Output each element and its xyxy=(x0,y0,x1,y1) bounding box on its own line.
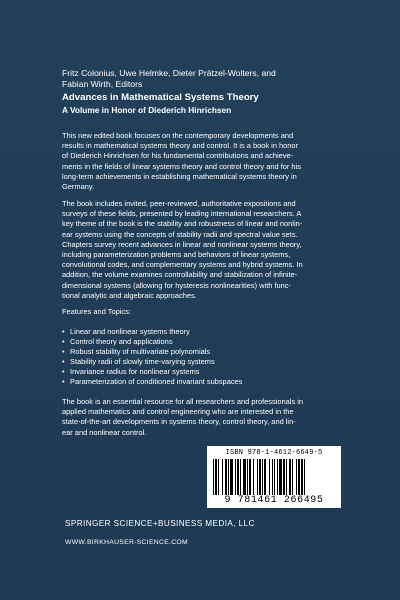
paragraph-line: This new edited book focuses on the contemporary developments and xyxy=(62,131,294,140)
barcode-bar xyxy=(262,459,263,495)
barcode-bar xyxy=(253,459,254,495)
paragraph-line: state-of-the-art developments in systems theory, control theory, and lin- xyxy=(62,417,296,427)
feature-text: Parameterization of conditioned invariant subspaces xyxy=(70,377,243,386)
barcode-bar xyxy=(286,459,287,495)
barcode-bar xyxy=(292,459,293,495)
publisher-name: SPRINGER SCIENCE+BUSINESS MEDIA, LLC xyxy=(65,519,255,528)
barcode-bar xyxy=(218,459,219,495)
paragraph-line: Germany. xyxy=(62,182,95,192)
paragraph-line: Chapters survey recent advances in linear and nonlinear systems theory, xyxy=(62,239,302,249)
barcode-bar xyxy=(240,459,241,495)
paragraph-line: The book is an essential resource for all researchers and professionals in xyxy=(62,397,304,406)
paragraph-line: ear and nonlinear control. xyxy=(62,427,147,437)
barcode-bar xyxy=(230,459,233,495)
barcode-bar xyxy=(257,459,258,495)
paragraph-line: The book includes invited, peer-reviewed, authoritative expositions and xyxy=(62,199,296,208)
barcode-bar xyxy=(222,459,223,495)
feature-text: Stability radii of slowly time-varying systems xyxy=(70,357,215,366)
barcode-bar xyxy=(274,459,275,495)
feature-text: Control theory and applications xyxy=(70,337,173,346)
list-item xyxy=(62,367,242,377)
bullet-icon: • xyxy=(62,357,65,366)
paragraph-line: including parameterization problems and behaviors of linear systems, xyxy=(62,250,291,260)
paragraph-line: ments in the fields of linear systems theory and control theory and for his xyxy=(62,161,301,171)
features-list xyxy=(62,327,242,387)
feature-text: Linear and nonlinear systems theory xyxy=(70,327,190,336)
bullet-icon: • xyxy=(62,347,65,356)
paragraph-line: addition, the volume examines controllability and stabilization of infinite- xyxy=(62,270,298,280)
barcode-bar xyxy=(235,459,236,495)
list-item xyxy=(62,357,242,367)
barcode-bar xyxy=(237,459,239,495)
bullet-icon: • xyxy=(62,367,65,376)
barcode-number: 9 781461 266495 xyxy=(224,495,324,506)
paragraph-line: dimensional systems (allowing for hysteresis nonlinearities) with func- xyxy=(62,280,292,290)
barcode-bar xyxy=(289,459,291,495)
book-title: Advances in Mathematical Systems Theory xyxy=(62,92,259,103)
barcode-bar xyxy=(249,459,251,495)
bullet-icon: • xyxy=(62,377,65,386)
barcode-bar xyxy=(215,459,217,495)
bullet-icon: • xyxy=(62,337,65,346)
list-item xyxy=(62,327,242,337)
barcode-bar xyxy=(304,459,305,495)
paragraph-line: convolutional codes, and complementary systems and hybrid systems. In xyxy=(62,260,303,270)
feature-text: Invariance radius for nonlinear systems xyxy=(70,367,200,376)
list-item xyxy=(62,337,242,347)
barcode-bar xyxy=(272,459,273,495)
isbn-label: ISBN 978-1-4612-6649-5 xyxy=(225,449,323,457)
paragraph-line: surveys of these fields, presented by leading international researchers. A xyxy=(62,209,302,219)
list-item xyxy=(62,347,242,357)
barcode-bar xyxy=(228,459,229,495)
barcode-bar xyxy=(243,459,246,495)
description-paragraph-2 xyxy=(62,199,348,301)
barcode-bar xyxy=(279,459,282,495)
paragraph-line: of Diederich Hinrichsen for his fundamental contributions and achieve- xyxy=(62,151,294,161)
feature-text: Robust stability of multivariate polynomials xyxy=(70,347,211,356)
paragraph-line: results in mathematical systems theory and control. It is a book in honor xyxy=(62,141,299,151)
barcode-bar xyxy=(283,459,285,495)
paragraph-line: tional analytic and algebraic approaches. xyxy=(62,290,197,300)
editors-line-2: Fabian Wirth, Editors xyxy=(62,79,143,89)
paragraph-line: ear systems using the concepts of stability radii and spectral value sets. xyxy=(62,229,298,239)
paragraph-line: long-term achievements in establishing mathematical systems theory in xyxy=(62,171,297,181)
paragraph-line: applied mathematics and control engineering who are interested in the xyxy=(62,407,294,417)
barcode-bar xyxy=(259,459,261,495)
barcode-bar xyxy=(296,459,297,495)
editors-line-1: Fritz Colonius, Uwe Helmke, Dieter Prätzel-Wolters, and xyxy=(62,68,276,78)
barcode-bar xyxy=(301,459,303,495)
barcode-bar xyxy=(264,459,266,495)
barcode-box xyxy=(207,446,341,508)
paragraph-line: key theme of the book is the stability and robustness of linear and nonlin- xyxy=(62,219,303,229)
description-paragraph-1 xyxy=(62,131,348,192)
description-paragraph-3 xyxy=(62,397,352,438)
barcode-icon xyxy=(213,459,335,495)
barcode-bar xyxy=(225,459,227,495)
cover-content xyxy=(62,68,352,437)
barcode-bar xyxy=(298,459,300,495)
barcode-bar xyxy=(277,459,278,495)
barcode-bar xyxy=(247,459,248,495)
barcode-bar xyxy=(213,459,214,495)
bullet-icon: • xyxy=(62,327,65,336)
book-subtitle: A Volume in Honor of Diederich Hinrichsen xyxy=(62,105,232,115)
publisher-url[interactable]: WWW.BIRKHAUSER-SCIENCE.COM xyxy=(65,539,188,546)
features-heading: Features and Topics: xyxy=(62,307,131,316)
list-item xyxy=(62,377,242,387)
barcode-bar xyxy=(269,459,270,495)
